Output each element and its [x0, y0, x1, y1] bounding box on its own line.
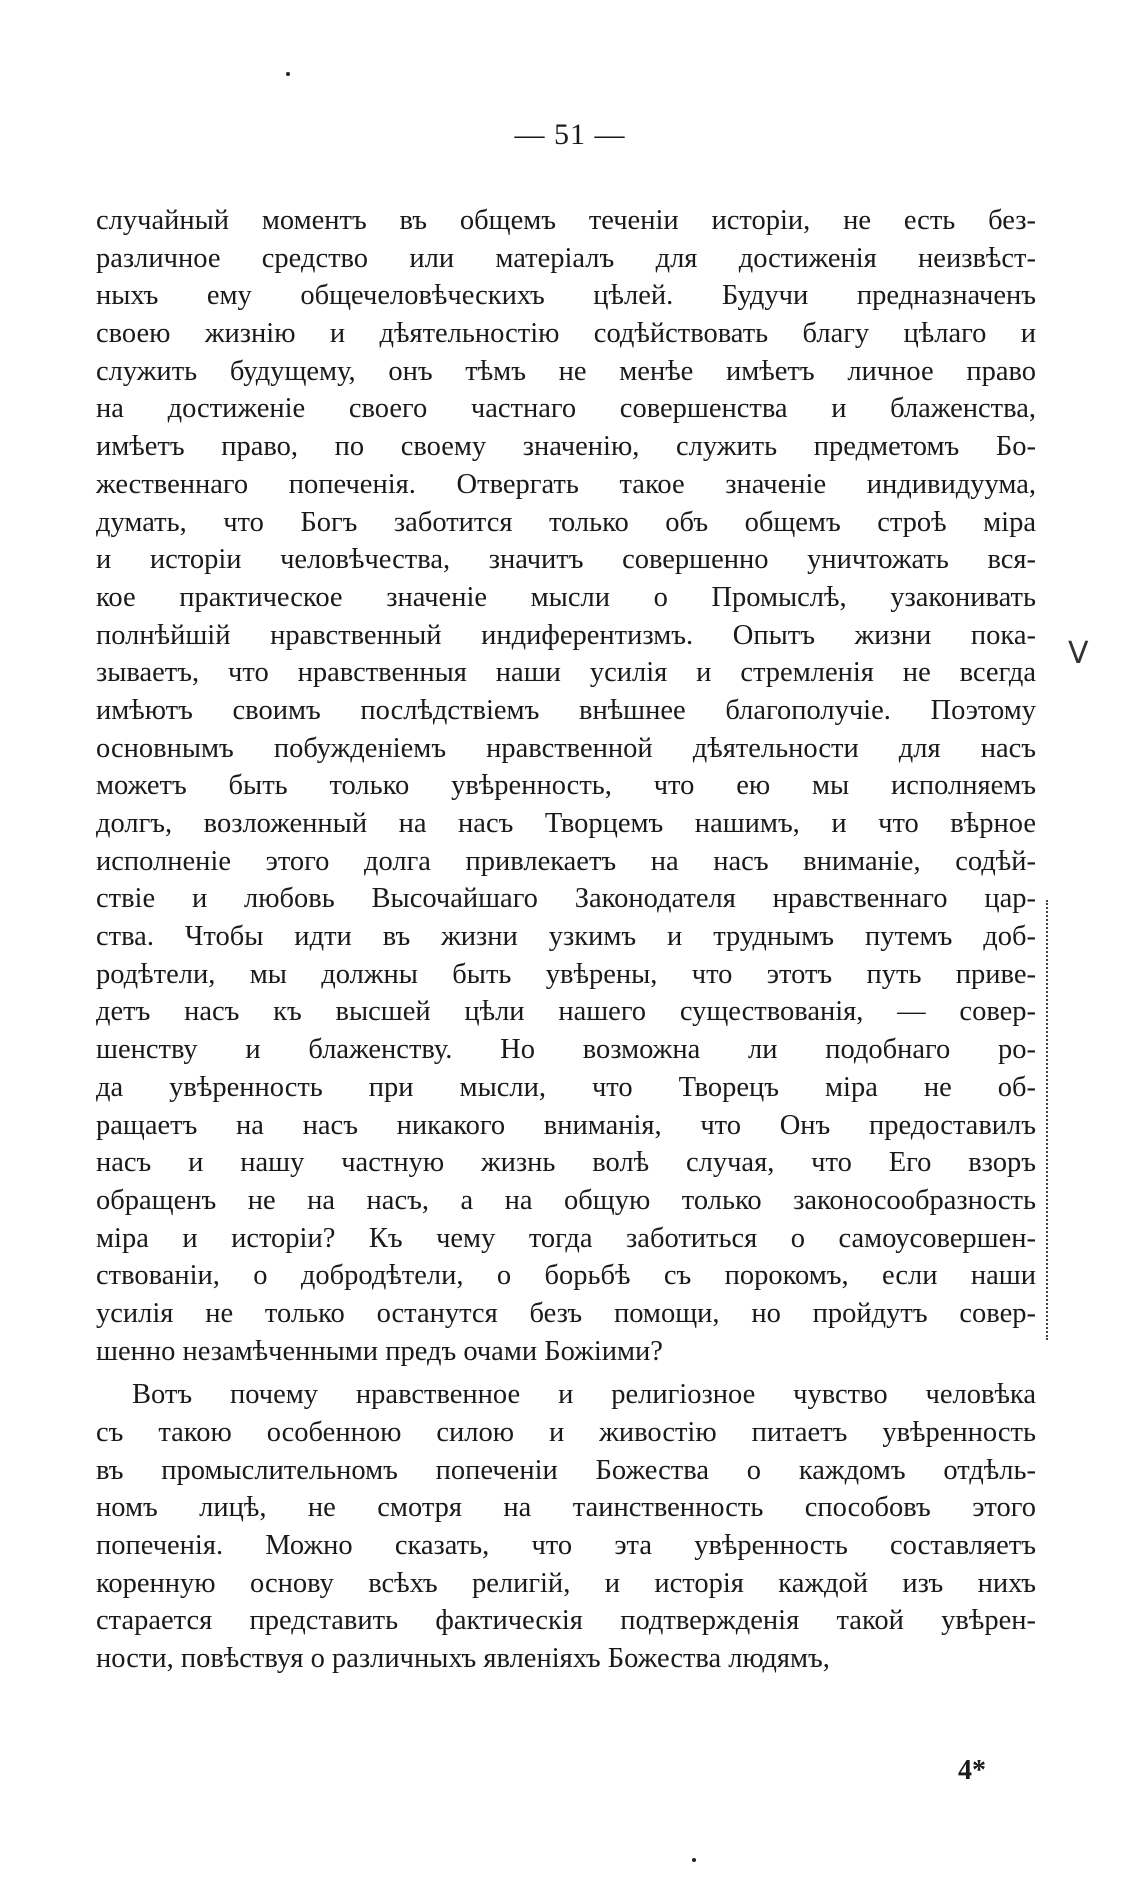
text-line: ности, повѣствуя о различныхъ явленiяхъ Божества людямъ,	[96, 1643, 830, 1675]
text-line: различное средство или матерiалъ для достиженiя неизвѣст-	[96, 242, 1036, 274]
text-line: шенству и блаженству. Но возможна ли подобнаго ро-	[96, 1034, 1036, 1066]
paragraph-2	[96, 1376, 1036, 1678]
text-line: съ такою особенною силою и живостiю питаетъ увѣренность	[96, 1417, 1036, 1448]
text-line: номъ лицѣ, не смотря на таинственность способовъ этого	[96, 1492, 1036, 1524]
text-line: долгъ, возложенный на насъ Творцемъ нашимъ, и что вѣрное	[96, 808, 1036, 839]
paragraph-1	[96, 202, 1036, 1370]
signature-mark: 4*	[958, 1755, 986, 1786]
text-line: имѣютъ своимъ послѣдствiемъ внѣшнее благополучiе. Поэтому	[96, 694, 1036, 726]
text-line: обращенъ не на насъ, а на общую только законосообразность	[96, 1184, 1036, 1216]
text-line: ства. Чтобы идти въ жизни узкимъ и труднымъ путемъ доб-	[96, 921, 1036, 953]
text-line: мiра и исторiи? Къ чему тогда заботиться о самоусовершен-	[96, 1222, 1036, 1254]
text-line: шенно незамѣченными предъ очами Божiими?	[96, 1335, 663, 1367]
text-line: ствованiи, о добродѣтели, о борьбѣ съ порокомъ, если наши	[96, 1260, 1036, 1292]
text-line: исполненiе этого долга привлекаетъ на насъ вниманiе, содѣй-	[96, 845, 1036, 877]
text-line: старается представить фактическiя подтвержденiя такой увѣрен-	[96, 1605, 1036, 1637]
margin-dotted-line	[1046, 900, 1052, 1340]
text-line: и исторiи человѣчества, значитъ совершенно уничтожать вся-	[96, 544, 1036, 576]
ink-speck	[286, 72, 290, 76]
text-line: можетъ быть только увѣренность, что ею мы исполняемъ	[96, 770, 1036, 802]
text-line: имѣетъ право, по своему значенiю, служить предметомъ Бо-	[96, 431, 1036, 463]
text-line: ныхъ ему общечеловѣческихъ цѣлей. Будучи предназначенъ	[96, 280, 1036, 312]
text-line: усилiя не только останутся безъ помощи, но пройдутъ совер-	[96, 1297, 1036, 1329]
page-body	[96, 202, 1036, 1678]
text-line: полнѣйшiй нравственный индиферентизмъ. Опытъ жизни пока-	[96, 619, 1036, 651]
text-line: думать, что Богъ заботится только объ общемъ строѣ мiра	[96, 506, 1036, 538]
text-line: служить будущему, онъ тѣмъ не менѣе имѣетъ личное право	[96, 355, 1036, 387]
text-line: въ промыслительномъ попеченiи Божества о каждомъ отдѣль-	[96, 1454, 1036, 1486]
page-number: — 51 —	[514, 118, 626, 151]
text-line: основнымъ побужденiемъ нравственной дѣятельности для насъ	[96, 732, 1036, 764]
text-line: кое практическое значенiе мысли о Промыслѣ, узаконивать	[96, 581, 1036, 613]
text-line: ствiе и любовь Высочайшаго Законодателя нравственнаго цар-	[96, 883, 1036, 915]
text-line: зываетъ, что нравственныя наши усилiя и стремленiя не всегда	[96, 657, 1036, 689]
text-line: родѣтели, мы должны быть увѣрены, что этотъ путь приве-	[96, 958, 1036, 990]
text-line: насъ и нашу частную жизнь волѣ случая, что Его взоръ	[96, 1147, 1036, 1179]
text-line: ращаетъ на насъ никакого вниманiя, что Онъ предоставилъ	[96, 1109, 1036, 1141]
margin-checkmark: V	[1068, 636, 1089, 671]
text-line: на достиженiе своего частнаго совершенства и блаженства,	[96, 393, 1036, 425]
text-line: Вотъ почему нравственное и религiозное чувство человѣка	[132, 1379, 1036, 1411]
text-line: детъ насъ къ высшей цѣли нашего существованiя, — совер-	[96, 996, 1036, 1028]
text-line: да увѣренность при мысли, что Творецъ мiра не об-	[96, 1071, 1036, 1103]
text-line: жественнаго попеченiя. Отвергать такое значенiе индивидуума,	[96, 468, 1036, 500]
ink-speck	[692, 1858, 696, 1862]
text-line: коренную основу всѣхъ религiй, и исторiя каждой изъ нихъ	[96, 1567, 1036, 1599]
text-line: попеченiя. Можно сказать, что эта увѣренность составляетъ	[96, 1530, 1036, 1562]
text-line: своею жизнiю и дѣятельностiю содѣйствовать благу цѣлаго и	[96, 318, 1036, 350]
text-line: случайный моментъ въ общемъ теченiи исторiи, не есть без-	[96, 205, 1036, 236]
